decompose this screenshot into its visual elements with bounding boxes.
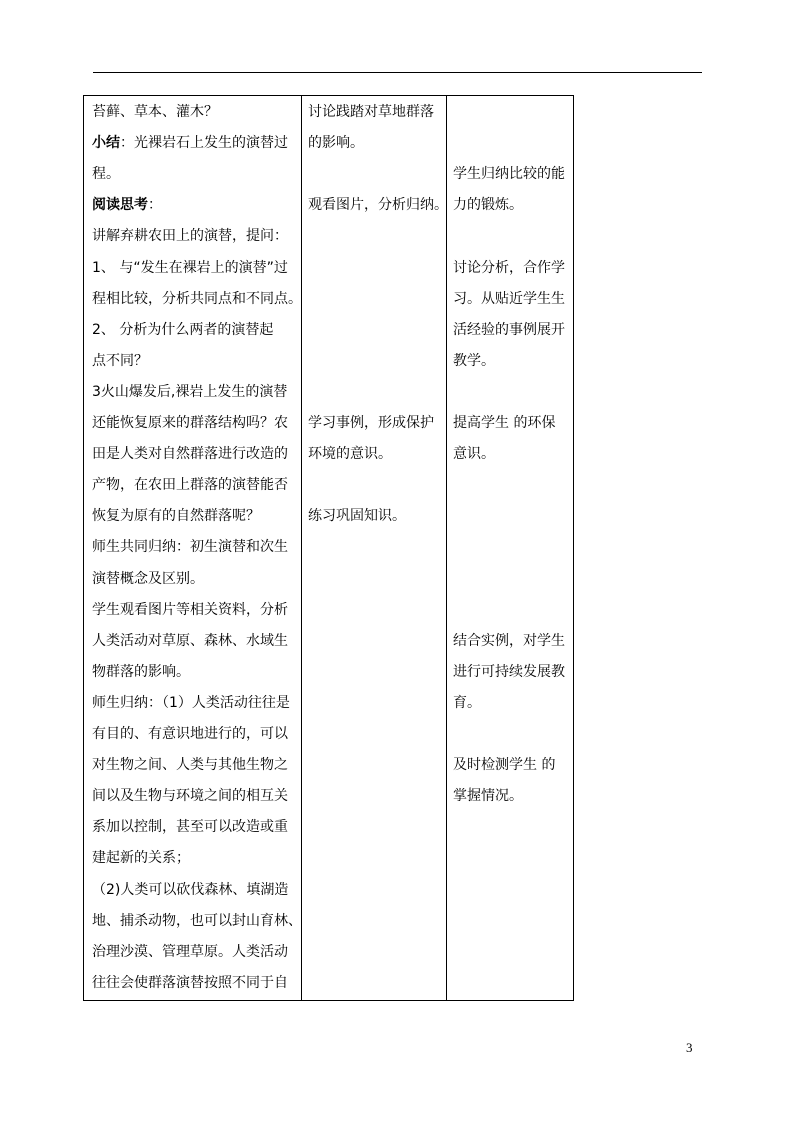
text-line bbox=[308, 408, 442, 439]
text-line bbox=[92, 439, 297, 470]
text-line bbox=[92, 843, 297, 874]
line-text: 间以及生物与环境之间的相互关 bbox=[92, 788, 288, 805]
text-line bbox=[92, 595, 297, 626]
line-text: 产物，在农田上群落的演替能否 bbox=[92, 477, 288, 494]
text-line bbox=[92, 284, 302, 315]
text-line bbox=[92, 377, 297, 408]
design-intent-column bbox=[453, 96, 571, 1000]
line-text: 系加以控制，甚至可以改造或重 bbox=[92, 819, 288, 836]
text-line bbox=[453, 781, 571, 812]
line-text: 恢复为原有的自然群落呢？ bbox=[92, 508, 260, 525]
line-text: 提高学生 的环保 bbox=[453, 415, 556, 431]
text-line bbox=[92, 812, 297, 843]
line-text: 物群落的影响。 bbox=[92, 663, 190, 680]
line-text: 师生归纳：（1）人类活动往往是 bbox=[92, 694, 290, 711]
line-text: ：光裸岩石上发生的演替过 bbox=[120, 135, 288, 152]
text-line bbox=[92, 875, 297, 906]
text-line bbox=[453, 408, 571, 439]
line-text: 3火山爆发后,裸岩上发生的演替 bbox=[92, 383, 288, 400]
text-line bbox=[453, 190, 571, 221]
text-line bbox=[453, 253, 571, 284]
text-line bbox=[453, 284, 571, 315]
text-line bbox=[308, 439, 442, 470]
line-text: 环境的意识。 bbox=[308, 446, 392, 463]
student-activity-column bbox=[308, 96, 448, 1000]
text-line bbox=[92, 315, 297, 346]
text-line bbox=[92, 719, 297, 750]
text-line bbox=[92, 626, 297, 657]
text-line bbox=[92, 253, 297, 284]
line-text: 掌握情况。 bbox=[453, 788, 523, 805]
text-line bbox=[92, 159, 297, 190]
text-line bbox=[453, 657, 571, 688]
line-text: 演替概念及区别。 bbox=[92, 570, 204, 587]
lesson-table bbox=[83, 95, 574, 1001]
line-text: 教学。 bbox=[453, 352, 495, 369]
line-text: 苔藓、草本、灌木？ bbox=[92, 104, 218, 120]
text-line bbox=[92, 346, 297, 377]
line-text: 观看图片，分析归纳。 bbox=[308, 197, 448, 214]
line-text: 程。 bbox=[92, 166, 120, 183]
line-text: 学生观看图片等相关资料，分析 bbox=[92, 601, 288, 618]
column-divider bbox=[446, 96, 447, 1000]
line-text: ： bbox=[148, 197, 162, 214]
line-text: 治理沙漠、管理草原。人类活动 bbox=[92, 943, 288, 960]
line-text: 习。从贴近学生生 bbox=[453, 290, 565, 307]
line-text: 对生物之间、人类与其他生物之 bbox=[92, 757, 288, 774]
text-line bbox=[92, 190, 297, 221]
text-line bbox=[308, 128, 442, 159]
line-text: 建起新的关系； bbox=[92, 850, 190, 867]
text-line bbox=[453, 750, 571, 781]
page-number: 3 bbox=[686, 1040, 693, 1055]
text-line bbox=[92, 688, 297, 719]
text-line bbox=[92, 968, 297, 999]
line-text: 讨论践踏对草地群落 bbox=[308, 104, 434, 120]
line-text: 活经验的事例展开 bbox=[453, 321, 565, 338]
text-line bbox=[453, 315, 571, 346]
line-text: 有目的、有意识地进行的，可以 bbox=[92, 726, 288, 742]
bold-label: 小结 bbox=[92, 135, 120, 152]
text-line bbox=[92, 937, 297, 968]
text-line bbox=[92, 97, 297, 128]
text-line bbox=[92, 781, 297, 812]
line-text: 学习事例，形成保护 bbox=[308, 415, 434, 431]
text-line bbox=[92, 221, 297, 252]
line-text: 地、捕杀动物，也可以封山育林、 bbox=[92, 912, 302, 929]
text-line bbox=[92, 564, 297, 595]
line-text: 2、 分析为什么两者的演替起 bbox=[92, 321, 274, 338]
line-text: 往往会使群落演替按照不同于自 bbox=[92, 974, 288, 991]
line-text: （2)人类可以砍伐森林、填湖造 bbox=[92, 881, 289, 898]
line-text: 田是人类对自然群落进行改造的 bbox=[92, 446, 288, 463]
text-line bbox=[92, 408, 297, 439]
column-divider bbox=[301, 96, 302, 1000]
text-line bbox=[92, 657, 297, 688]
text-line bbox=[308, 97, 442, 128]
line-text: 结合实例，对学生 bbox=[453, 632, 565, 649]
text-line bbox=[453, 439, 571, 470]
line-text: 还能恢复原来的群落结构吗？农 bbox=[92, 415, 288, 431]
text-line bbox=[92, 532, 297, 563]
line-text: 意识。 bbox=[453, 446, 495, 463]
line-text: 讲解弃耕农田上的演替，提问： bbox=[92, 228, 288, 245]
bold-label: 阅读思考 bbox=[92, 197, 148, 214]
text-line bbox=[308, 501, 442, 532]
line-text: 及时检测学生 的 bbox=[453, 757, 556, 774]
line-text: 力的锻炼。 bbox=[453, 197, 523, 214]
line-text: 1、 与“发生在裸岩上的演替”过 bbox=[92, 259, 288, 276]
text-line bbox=[453, 688, 571, 719]
line-text: 学生归纳比较的能 bbox=[453, 166, 565, 183]
teacher-activity-column bbox=[92, 96, 302, 1000]
text-line bbox=[92, 501, 297, 532]
line-text: 人类活动对草原、森林、水域生 bbox=[92, 632, 288, 649]
line-text: 的影响。 bbox=[308, 135, 364, 152]
line-text: 讨论分析，合作学 bbox=[453, 259, 565, 276]
line-text: 师生共同归纳：初生演替和次生 bbox=[92, 539, 288, 556]
text-line bbox=[92, 470, 297, 501]
line-text: 进行可持续发展教 bbox=[453, 663, 565, 680]
text-line bbox=[92, 128, 297, 159]
header-rule bbox=[93, 72, 702, 73]
line-text: 程相比较，分析共同点和不同点。 bbox=[92, 290, 302, 307]
text-line bbox=[453, 346, 571, 377]
line-text: 练习巩固知识。 bbox=[308, 508, 406, 525]
line-text: 点不同？ bbox=[92, 352, 148, 369]
text-line bbox=[92, 906, 302, 937]
line-text: 育。 bbox=[453, 694, 481, 711]
text-line bbox=[453, 626, 571, 657]
text-line bbox=[453, 159, 571, 190]
text-line bbox=[308, 190, 448, 221]
text-line bbox=[92, 750, 297, 781]
